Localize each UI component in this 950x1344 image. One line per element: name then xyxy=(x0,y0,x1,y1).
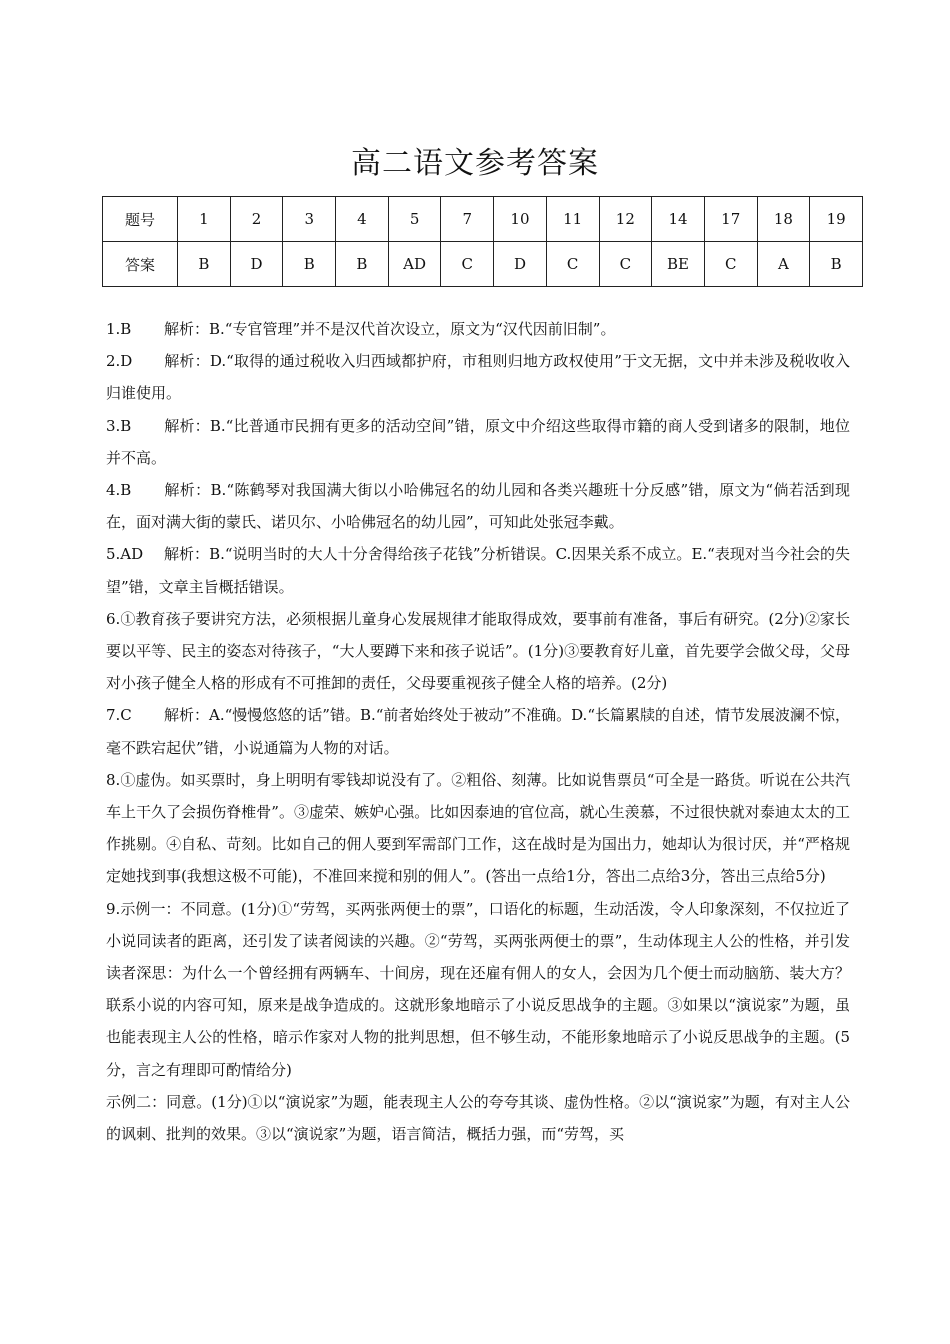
answer-cell: C xyxy=(441,242,494,287)
item-answer-number: 4.B xyxy=(106,481,132,500)
answer-cell: D xyxy=(494,242,547,287)
question-number-row xyxy=(103,197,863,242)
question-number-cell: 1 xyxy=(178,197,231,242)
answer-explanation-item xyxy=(106,603,850,700)
answer-explanation-item xyxy=(106,345,850,409)
answer-cell: B xyxy=(336,242,389,287)
question-number-cell: 7 xyxy=(441,197,494,242)
item-answer-number: 3.B xyxy=(106,416,132,435)
answer-cell: C xyxy=(704,242,757,287)
item-explanation-text: 解析：A.“慢慢悠悠的话”错。B.“前者始终处于被动”不准确。D.“长篇累牍的自述，情节发展波澜不惊，毫不跌宕起伏”错，小说通篇为人物的对话。 xyxy=(106,706,850,757)
answer-cell: C xyxy=(599,242,652,287)
answer-explanation-item xyxy=(106,313,850,345)
question-number-cell: 11 xyxy=(546,197,599,242)
question-number-cell: 18 xyxy=(757,197,810,242)
item-explanation-text: 6.①教育孩子要讲究方法，必须根据儿童身心发展规律才能取得成效，要事前有准备，事后有研究。(2分)②家长要以平等、民主的姿态对待孩子，“大人要蹲下来和孩子说话”。(1分)③要教育好儿童，首先要学会做父母，父母对小孩子健全人格的形成有不可推卸的责任，父母要重视孩子健全人格的培养。(2分) xyxy=(106,609,850,693)
page-title: 高二语文参考答案 xyxy=(351,146,599,181)
answer-row xyxy=(103,242,863,287)
question-number-cell: 19 xyxy=(810,197,863,242)
answer-explanations xyxy=(106,313,850,1150)
answer-explanation-item xyxy=(106,1086,850,1150)
answer-cell: BE xyxy=(652,242,705,287)
answer-cell: AD xyxy=(388,242,441,287)
item-explanation-text: 解析：D.“取得的通过税收入归西域都护府，市租则归地方政权使用”于文无据，文中并未涉及税收收入归谁使用。 xyxy=(106,352,850,403)
item-explanation-text: 解析：B.“专官管理”并不是汉代首次设立，原文为“汉代因前旧制”。 xyxy=(164,320,616,338)
answer-cell: B xyxy=(178,242,231,287)
answer-cell: A xyxy=(757,242,810,287)
answer-explanation-item xyxy=(106,893,850,1086)
question-number-cell: 2 xyxy=(230,197,283,242)
question-number-cell: 12 xyxy=(599,197,652,242)
answer-cell: D xyxy=(230,242,283,287)
question-number-cell: 17 xyxy=(704,197,757,242)
item-answer-number: 1.B xyxy=(106,320,132,338)
row-header-question: 题号 xyxy=(103,197,178,242)
item-explanation-text: 解析：B.“陈鹤琴对我国满大街以小哈佛冠名的幼儿园和各类兴趣班十分反感”错，原文为“倘若活到现在，面对满大街的蒙氏、诺贝尔、小哈佛冠名的幼儿园”，可知此处张冠李戴。 xyxy=(106,481,850,532)
answer-explanation-item xyxy=(106,410,850,474)
item-explanation-text: 解析：B.“说明当时的大人十分舍得给孩子花钱”分析错误。C.因果关系不成立。E.“表现对当今社会的失望”错，文章主旨概括错误。 xyxy=(106,545,850,596)
item-answer-number: 2.D xyxy=(106,352,133,371)
answer-explanation-item xyxy=(106,699,850,763)
question-number-cell: 10 xyxy=(494,197,547,242)
question-number-cell: 4 xyxy=(336,197,389,242)
item-explanation-text: 8.①虚伪。如买票时，身上明明有零钱却说没有了。②粗俗、刻薄。比如说售票员“可全是一路货。听说在公共汽车上干久了会损伤脊椎骨”。③虚荣、嫉妒心强。比如因泰迪的官位高，就心生羡慕，不过很快就对泰迪太太的工作挑剔。④自私、苛刻。比如自己的佣人要到军需部门工作，这在战时是为国出力，她却认为很讨厌，并“严格规定她找到事(我想这极不可能)，不准回来搅和别的佣人”。(答出一点给1分，答出二点给3分，答出三点给5分) xyxy=(106,770,850,886)
item-answer-number: 7.C xyxy=(106,706,132,725)
item-answer-number: 5.AD xyxy=(106,545,144,564)
answer-explanation-item xyxy=(106,764,850,893)
question-number-cell: 14 xyxy=(652,197,705,242)
answer-explanation-item xyxy=(106,538,850,602)
question-number-cell: 3 xyxy=(283,197,336,242)
answer-cell: C xyxy=(546,242,599,287)
question-number-cell: 5 xyxy=(388,197,441,242)
answer-key-table xyxy=(102,196,863,287)
answer-explanation-item xyxy=(106,474,850,538)
answer-cell: B xyxy=(283,242,336,287)
item-explanation-text: 解析：B.“比普通市民拥有更多的活动空间”错，原文中介绍这些取得市籍的商人受到诸多的限制，地位并不高。 xyxy=(106,416,850,467)
item-explanation-text: 9.示例一：不同意。(1分)①“劳驾，买两张两便士的票”，口语化的标题，生动活泼，令人印象深刻，不仅拉近了小说同读者的距离，还引发了读者阅读的兴趣。②“劳驾，买两张两便士的票”，生动体现主人公的性格，并引发读者深思：为什么一个曾经拥有两辆车、十间房，现在还雇有佣人的女人，会因为几个便士而动脑筋、装大方？联系小说的内容可知，原来是战争造成的。这就形象地暗示了小说反思战争的主题。③如果以“演说家”为题，虽也能表现主人公的性格，暗示作家对人物的批判思想，但不够生动，不能形象地暗示了小说反思战争的主题。(5分，言之有理即可酌情给分) xyxy=(106,899,850,1079)
answer-cell: B xyxy=(810,242,863,287)
item-explanation-text: 示例二：同意。(1分)①以“演说家”为题，能表现主人公的夸夸其谈、虚伪性格。②以“演说家”为题，有对主人公的讽刺、批判的效果。③以“演说家”为题，语言简洁，概括力强，而“劳驾，买 xyxy=(106,1092,850,1144)
row-header-answer: 答案 xyxy=(103,242,178,287)
